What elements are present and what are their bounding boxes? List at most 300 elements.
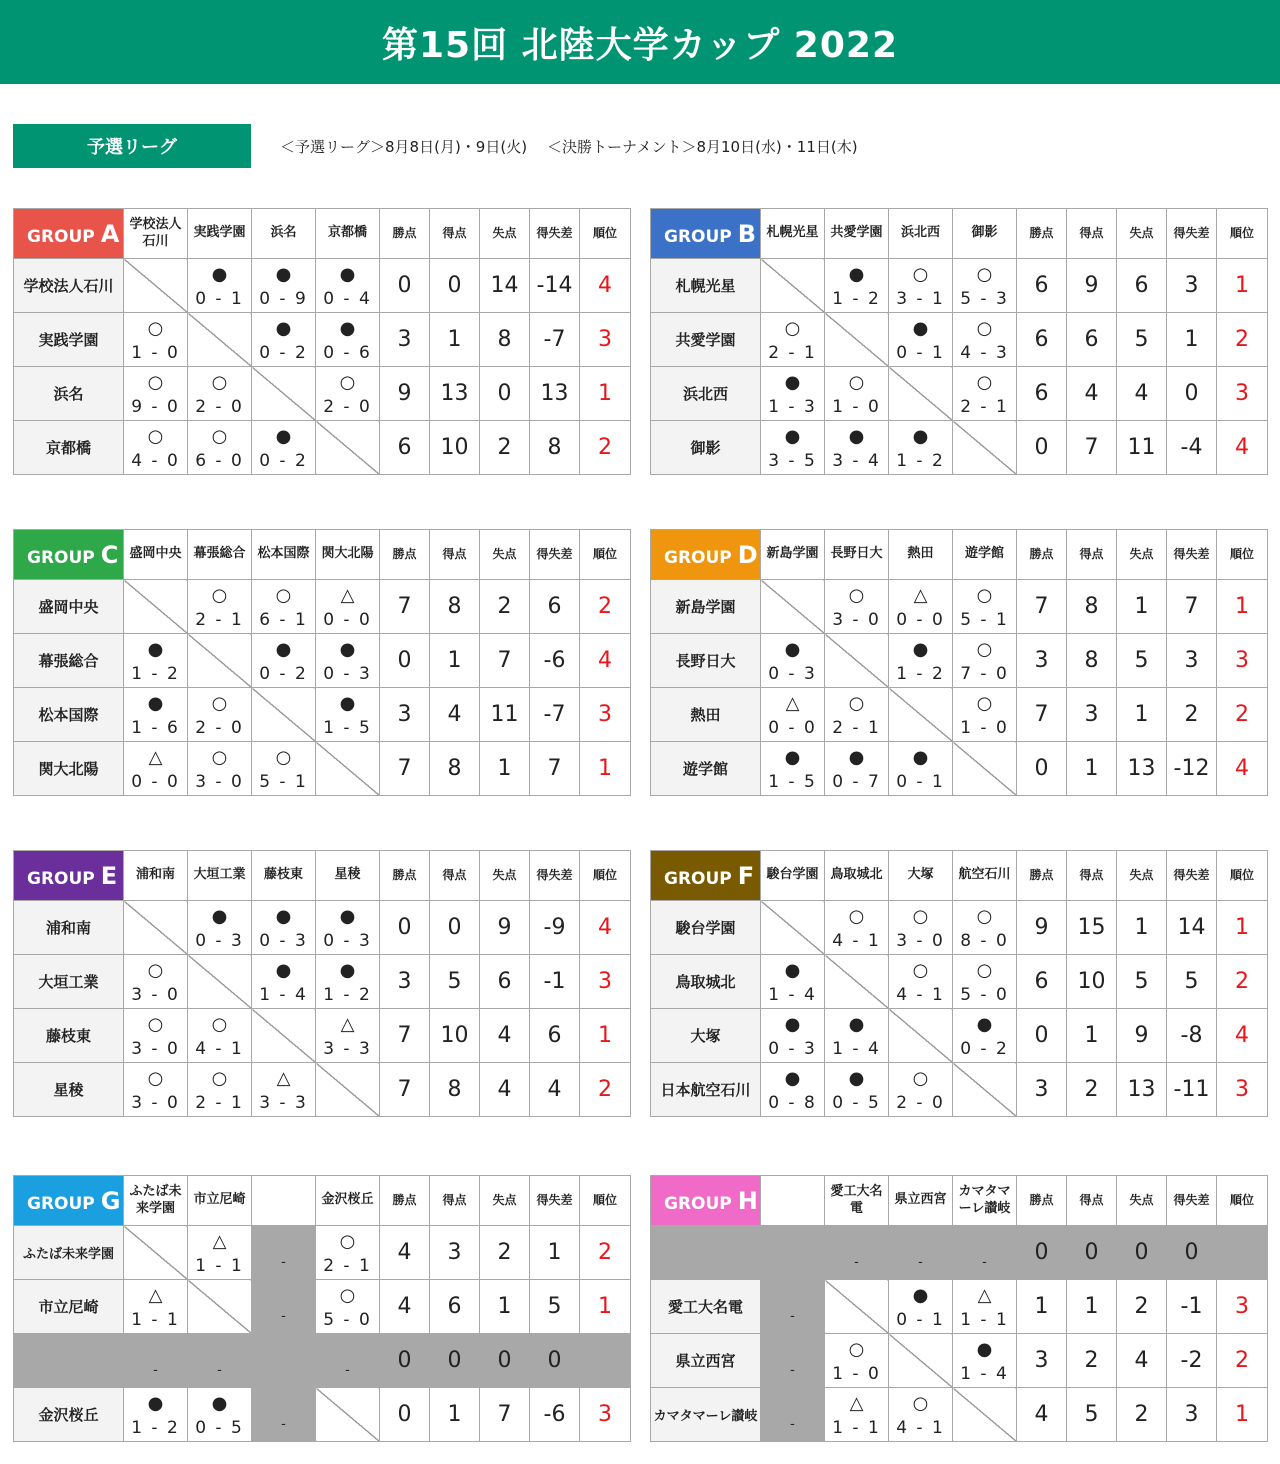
team-name: 松本国際 <box>14 688 124 742</box>
team-row <box>651 1280 1268 1334</box>
rank-value: 2 <box>580 1063 631 1117</box>
column-header: 御影 <box>953 209 1017 259</box>
match-placeholder: - <box>345 1363 350 1378</box>
match-score: 1 - 1 <box>832 1417 881 1438</box>
match-result <box>953 901 1017 955</box>
stat-value: 0 <box>1017 1226 1067 1280</box>
match-score: 0 - 2 <box>259 663 308 684</box>
team-row <box>14 955 631 1009</box>
stat-header: 得点 <box>1067 530 1117 580</box>
match-result <box>316 421 380 475</box>
rank-value: 1 <box>580 367 631 421</box>
team-row <box>651 421 1268 475</box>
result-mark: ○ <box>976 692 993 714</box>
match-result <box>124 1226 188 1280</box>
match-placeholder: - <box>790 1417 795 1432</box>
stat-value: 13 <box>1117 742 1167 796</box>
stat-value: 1 <box>1017 1280 1067 1334</box>
match-result <box>188 367 252 421</box>
result-mark: ● <box>784 746 801 768</box>
match-result <box>825 1226 889 1280</box>
match-result <box>252 367 316 421</box>
column-header: 盛岡中央 <box>124 530 188 580</box>
match-result <box>889 1388 953 1442</box>
match-result <box>761 688 825 742</box>
group-table-a <box>13 208 631 475</box>
column-header: 浜名 <box>252 209 316 259</box>
match-score: 0 - 7 <box>832 771 881 792</box>
team-row <box>14 1063 631 1117</box>
stat-value: 7 <box>1167 580 1217 634</box>
match-placeholder: - <box>982 1255 987 1270</box>
match-result <box>761 955 825 1009</box>
stat-value: 6 <box>530 580 580 634</box>
match-result <box>316 1388 380 1442</box>
stat-value: 10 <box>430 1009 480 1063</box>
team-name: 鳥取城北 <box>651 955 761 1009</box>
result-mark: △ <box>212 1230 227 1252</box>
match-score: 4 - 1 <box>832 930 881 951</box>
stat-header: 得点 <box>430 851 480 901</box>
match-result <box>953 1226 1017 1280</box>
result-mark: ○ <box>848 1338 865 1360</box>
column-header: 駿台学園 <box>761 851 825 901</box>
stat-header: 得点 <box>430 209 480 259</box>
stat-value: 0 <box>1167 367 1217 421</box>
match-score: 1 - 2 <box>896 450 945 471</box>
stat-value: 1 <box>1117 901 1167 955</box>
result-mark: ● <box>848 1013 865 1035</box>
match-score: 0 - 5 <box>832 1092 881 1113</box>
column-header: ふたば未来学園 <box>124 1176 188 1226</box>
stat-value: 1 <box>430 313 480 367</box>
result-mark: ● <box>912 746 929 768</box>
match-result <box>761 1334 825 1388</box>
match-result <box>825 634 889 688</box>
stat-value: 6 <box>1117 259 1167 313</box>
match-placeholder: - <box>217 1363 222 1378</box>
result-mark: ● <box>784 638 801 660</box>
team-row <box>14 580 631 634</box>
stat-value: 1 <box>530 1226 580 1280</box>
team-row <box>14 313 631 367</box>
group-label-text: GROUP <box>664 1193 732 1214</box>
stat-value: -8 <box>1167 1009 1217 1063</box>
stat-value: 8 <box>530 421 580 475</box>
result-mark: ○ <box>211 1013 228 1035</box>
stat-value: 3 <box>380 688 430 742</box>
stat-value: -2 <box>1167 1334 1217 1388</box>
stat-value: 6 <box>1017 367 1067 421</box>
stat-value: 3 <box>380 955 430 1009</box>
match-result <box>825 688 889 742</box>
match-score: 6 - 1 <box>259 609 308 630</box>
stat-value: 6 <box>1017 259 1067 313</box>
match-result <box>252 955 316 1009</box>
group-label <box>651 851 761 901</box>
group-header-row <box>651 1176 1268 1226</box>
result-mark: ● <box>147 692 164 714</box>
column-header: 藤枝東 <box>252 851 316 901</box>
match-result <box>252 259 316 313</box>
team-row <box>651 259 1268 313</box>
team-name: 浜名 <box>14 367 124 421</box>
match-result <box>761 1280 825 1334</box>
match-result <box>252 1334 316 1388</box>
stat-value: 6 <box>380 421 430 475</box>
match-score: 0 - 9 <box>259 288 308 309</box>
stat-header: 失点 <box>480 851 530 901</box>
match-score: 9 - 0 <box>131 396 180 417</box>
stat-value: 6 <box>480 955 530 1009</box>
match-result <box>761 1063 825 1117</box>
match-score: 0 - 0 <box>768 717 817 738</box>
stat-value: 6 <box>1017 955 1067 1009</box>
stat-value: 6 <box>530 1009 580 1063</box>
stat-value: 9 <box>480 901 530 955</box>
stat-header: 順位 <box>580 530 631 580</box>
stat-value: 9 <box>1067 259 1117 313</box>
match-result <box>761 421 825 475</box>
match-result <box>252 688 316 742</box>
result-mark: ○ <box>912 1067 929 1089</box>
stat-header: 勝点 <box>1017 1176 1067 1226</box>
team-row <box>14 421 631 475</box>
match-result <box>825 1009 889 1063</box>
result-mark: ○ <box>211 425 228 447</box>
match-score: 1 - 2 <box>896 663 945 684</box>
match-score: 0 - 2 <box>259 450 308 471</box>
result-mark: ○ <box>976 584 993 606</box>
match-score: 0 - 5 <box>195 1417 244 1438</box>
stat-value: 4 <box>480 1063 530 1117</box>
column-header: 市立尼崎 <box>188 1176 252 1226</box>
rank-value: 3 <box>580 955 631 1009</box>
match-result <box>825 742 889 796</box>
match-result <box>761 1226 825 1280</box>
team-name: 札幌光星 <box>651 259 761 313</box>
stat-value: 7 <box>1067 421 1117 475</box>
stat-value: 8 <box>430 1063 480 1117</box>
match-result <box>124 1280 188 1334</box>
result-mark: ● <box>848 746 865 768</box>
rank-value: 1 <box>580 1009 631 1063</box>
result-mark: ● <box>976 1338 993 1360</box>
column-header: 浦和南 <box>124 851 188 901</box>
stat-value: 6 <box>1017 313 1067 367</box>
match-result <box>889 421 953 475</box>
match-result <box>825 1334 889 1388</box>
team-name: 金沢桜丘 <box>14 1388 124 1442</box>
group-header-row <box>651 530 1268 580</box>
match-score: 2 - 0 <box>195 717 244 738</box>
team-row <box>651 901 1268 955</box>
team-name: 御影 <box>651 421 761 475</box>
match-score: 1 - 1 <box>960 1309 1009 1330</box>
stat-header: 勝点 <box>1017 851 1067 901</box>
column-header: 航空石川 <box>953 851 1017 901</box>
match-score: 3 - 4 <box>832 450 881 471</box>
team-name: 星稜 <box>14 1063 124 1117</box>
result-mark: ● <box>275 638 292 660</box>
stat-value: 2 <box>1117 1388 1167 1442</box>
result-mark: ○ <box>848 692 865 714</box>
group-table-b <box>650 208 1268 475</box>
match-score: 1 - 5 <box>768 771 817 792</box>
stat-value: 7 <box>480 634 530 688</box>
column-header: 大垣工業 <box>188 851 252 901</box>
result-mark: ○ <box>976 317 993 339</box>
stat-header: 順位 <box>580 209 631 259</box>
stat-value: 0 <box>430 901 480 955</box>
stat-value: 0 <box>430 1334 480 1388</box>
column-header: 実践学園 <box>188 209 252 259</box>
result-mark: ● <box>912 1284 929 1306</box>
result-mark: ● <box>784 959 801 981</box>
result-mark: ● <box>275 959 292 981</box>
team-row <box>14 742 631 796</box>
result-mark: ○ <box>211 692 228 714</box>
stat-value: 2 <box>480 421 530 475</box>
match-score: 2 - 1 <box>768 342 817 363</box>
stat-value: 15 <box>1067 901 1117 955</box>
match-score: 0 - 4 <box>323 288 372 309</box>
stat-header: 勝点 <box>1017 530 1067 580</box>
stat-value: 8 <box>1067 634 1117 688</box>
match-result <box>825 1280 889 1334</box>
result-mark: ○ <box>848 905 865 927</box>
stat-value: 7 <box>480 1388 530 1442</box>
match-score: 0 - 6 <box>323 342 372 363</box>
stat-header: 順位 <box>1217 851 1268 901</box>
column-header: 熱田 <box>889 530 953 580</box>
match-result <box>124 742 188 796</box>
column-header: 大塚 <box>889 851 953 901</box>
stat-value: -7 <box>530 313 580 367</box>
team-name: 幕張総合 <box>14 634 124 688</box>
match-result <box>124 955 188 1009</box>
rank-value: 2 <box>1217 955 1268 1009</box>
section-label: 予選リーグ <box>13 124 251 168</box>
group-table-e <box>13 850 631 1117</box>
team-row <box>14 1388 631 1442</box>
result-mark: △ <box>148 746 163 768</box>
match-score: 1 - 5 <box>323 717 372 738</box>
match-score: 1 - 0 <box>131 342 180 363</box>
match-score: 4 - 0 <box>131 450 180 471</box>
stat-value: 1 <box>1067 1280 1117 1334</box>
group-letter: H <box>737 1186 758 1215</box>
result-mark: ○ <box>211 371 228 393</box>
result-mark: ○ <box>275 584 292 606</box>
team-name: 新島学園 <box>651 580 761 634</box>
result-mark: ○ <box>976 638 993 660</box>
stat-value: -11 <box>1167 1063 1217 1117</box>
match-result <box>953 688 1017 742</box>
match-score: 0 - 1 <box>896 771 945 792</box>
stat-value: 1 <box>1067 742 1117 796</box>
stat-value: 5 <box>1117 634 1167 688</box>
result-mark: ○ <box>147 371 164 393</box>
result-mark: ○ <box>976 371 993 393</box>
match-result <box>252 634 316 688</box>
group-table-f <box>650 850 1268 1117</box>
column-header: 関大北陽 <box>316 530 380 580</box>
stat-value: 7 <box>380 1009 430 1063</box>
stat-header: 失点 <box>1117 1176 1167 1226</box>
match-result <box>953 580 1017 634</box>
result-mark: ● <box>912 638 929 660</box>
team-name: 駿台学園 <box>651 901 761 955</box>
stat-value: 0 <box>1017 742 1067 796</box>
match-result <box>316 688 380 742</box>
result-mark: ● <box>848 263 865 285</box>
result-mark: ● <box>211 263 228 285</box>
stat-header: 得失差 <box>1167 1176 1217 1226</box>
stat-header: 得失差 <box>1167 530 1217 580</box>
column-header: 松本国際 <box>252 530 316 580</box>
match-result <box>316 1009 380 1063</box>
match-score: 2 - 1 <box>960 396 1009 417</box>
stat-value: 3 <box>1017 1334 1067 1388</box>
stat-value: -6 <box>530 1388 580 1442</box>
match-result <box>825 580 889 634</box>
match-score: 1 - 2 <box>832 288 881 309</box>
match-score: 3 - 0 <box>896 930 945 951</box>
stat-value: 4 <box>1067 367 1117 421</box>
match-placeholder: - <box>790 1309 795 1324</box>
match-result <box>316 634 380 688</box>
match-result <box>124 367 188 421</box>
stat-value: 4 <box>430 688 480 742</box>
match-result <box>124 313 188 367</box>
result-mark: ○ <box>211 584 228 606</box>
rank-value: 2 <box>580 580 631 634</box>
schedule-final: ＜決勝トーナメント＞8月10日(水)・11日(木) <box>547 137 858 156</box>
match-result <box>825 421 889 475</box>
team-row <box>651 1334 1268 1388</box>
result-mark: ● <box>976 1013 993 1035</box>
stat-value: 4 <box>1117 1334 1167 1388</box>
match-score: 0 - 0 <box>896 609 945 630</box>
match-placeholder: - <box>790 1363 795 1378</box>
stat-value: 4 <box>380 1280 430 1334</box>
stat-value: 7 <box>1017 580 1067 634</box>
match-score: 1 - 4 <box>768 984 817 1005</box>
rank-value: 3 <box>580 688 631 742</box>
match-result <box>953 367 1017 421</box>
match-result <box>825 1063 889 1117</box>
team-name: 愛工大名電 <box>651 1280 761 1334</box>
match-result <box>889 1334 953 1388</box>
match-result <box>252 1388 316 1442</box>
stat-value: 7 <box>380 580 430 634</box>
match-placeholder: - <box>854 1255 859 1270</box>
result-mark: ○ <box>912 959 929 981</box>
team-row <box>14 634 631 688</box>
match-placeholder: - <box>918 1255 923 1270</box>
match-result <box>953 955 1017 1009</box>
match-result <box>889 634 953 688</box>
column-header <box>252 1176 316 1226</box>
group-letter: F <box>737 861 755 890</box>
match-result <box>188 580 252 634</box>
match-result <box>825 955 889 1009</box>
match-result <box>953 421 1017 475</box>
result-mark: ● <box>339 959 356 981</box>
stat-header: 順位 <box>580 851 631 901</box>
rank-value: 1 <box>1217 580 1268 634</box>
match-result <box>761 313 825 367</box>
match-result <box>188 313 252 367</box>
team-row <box>651 313 1268 367</box>
stat-value: 4 <box>380 1226 430 1280</box>
stat-value: 3 <box>1067 688 1117 742</box>
stat-value: -1 <box>1167 1280 1217 1334</box>
stat-value: 10 <box>430 421 480 475</box>
result-mark: ● <box>147 1392 164 1414</box>
column-header <box>761 1176 825 1226</box>
match-score: 2 - 0 <box>195 396 244 417</box>
stat-value: 13 <box>430 367 480 421</box>
match-placeholder: - <box>281 1417 286 1432</box>
stat-value: 1 <box>480 742 530 796</box>
team-name: 市立尼崎 <box>14 1280 124 1334</box>
group-header-row <box>651 209 1268 259</box>
column-header: 愛工大名電 <box>825 1176 889 1226</box>
stat-value: 0 <box>430 259 480 313</box>
column-header: 京都橋 <box>316 209 380 259</box>
result-mark: ○ <box>275 746 292 768</box>
match-result <box>825 901 889 955</box>
match-score: 0 - 1 <box>195 288 244 309</box>
stat-header: 得点 <box>430 1176 480 1226</box>
match-result <box>188 1388 252 1442</box>
result-mark: ● <box>912 425 929 447</box>
rank-value: 3 <box>580 1388 631 1442</box>
rank-value: 4 <box>1217 1009 1268 1063</box>
match-result <box>953 1388 1017 1442</box>
match-score: 0 - 3 <box>768 663 817 684</box>
stat-value: 8 <box>430 580 480 634</box>
rank-value: 4 <box>1217 742 1268 796</box>
match-score: 1 - 4 <box>832 1038 881 1059</box>
match-result <box>953 313 1017 367</box>
group-letter: D <box>737 540 758 569</box>
match-result <box>761 901 825 955</box>
stat-value: 0 <box>380 634 430 688</box>
team-name: 浜北西 <box>651 367 761 421</box>
match-result <box>252 580 316 634</box>
stat-value: 7 <box>380 742 430 796</box>
group-label-text: GROUP <box>664 547 732 568</box>
group-label-text: GROUP <box>27 547 95 568</box>
result-mark: ● <box>275 263 292 285</box>
page-title: 第15回 北陸大学カップ 2022 <box>0 0 1280 84</box>
group-label-text: GROUP <box>27 226 95 247</box>
match-result <box>889 1063 953 1117</box>
column-header: 県立西宮 <box>889 1176 953 1226</box>
stat-value: 14 <box>1167 901 1217 955</box>
rank-value: 3 <box>1217 634 1268 688</box>
match-placeholder: - <box>281 1255 286 1270</box>
team-name: 長野日大 <box>651 634 761 688</box>
empty-row <box>14 1334 631 1388</box>
stat-value: 14 <box>480 259 530 313</box>
match-result <box>889 955 953 1009</box>
stat-value: 2 <box>480 580 530 634</box>
match-result <box>188 901 252 955</box>
